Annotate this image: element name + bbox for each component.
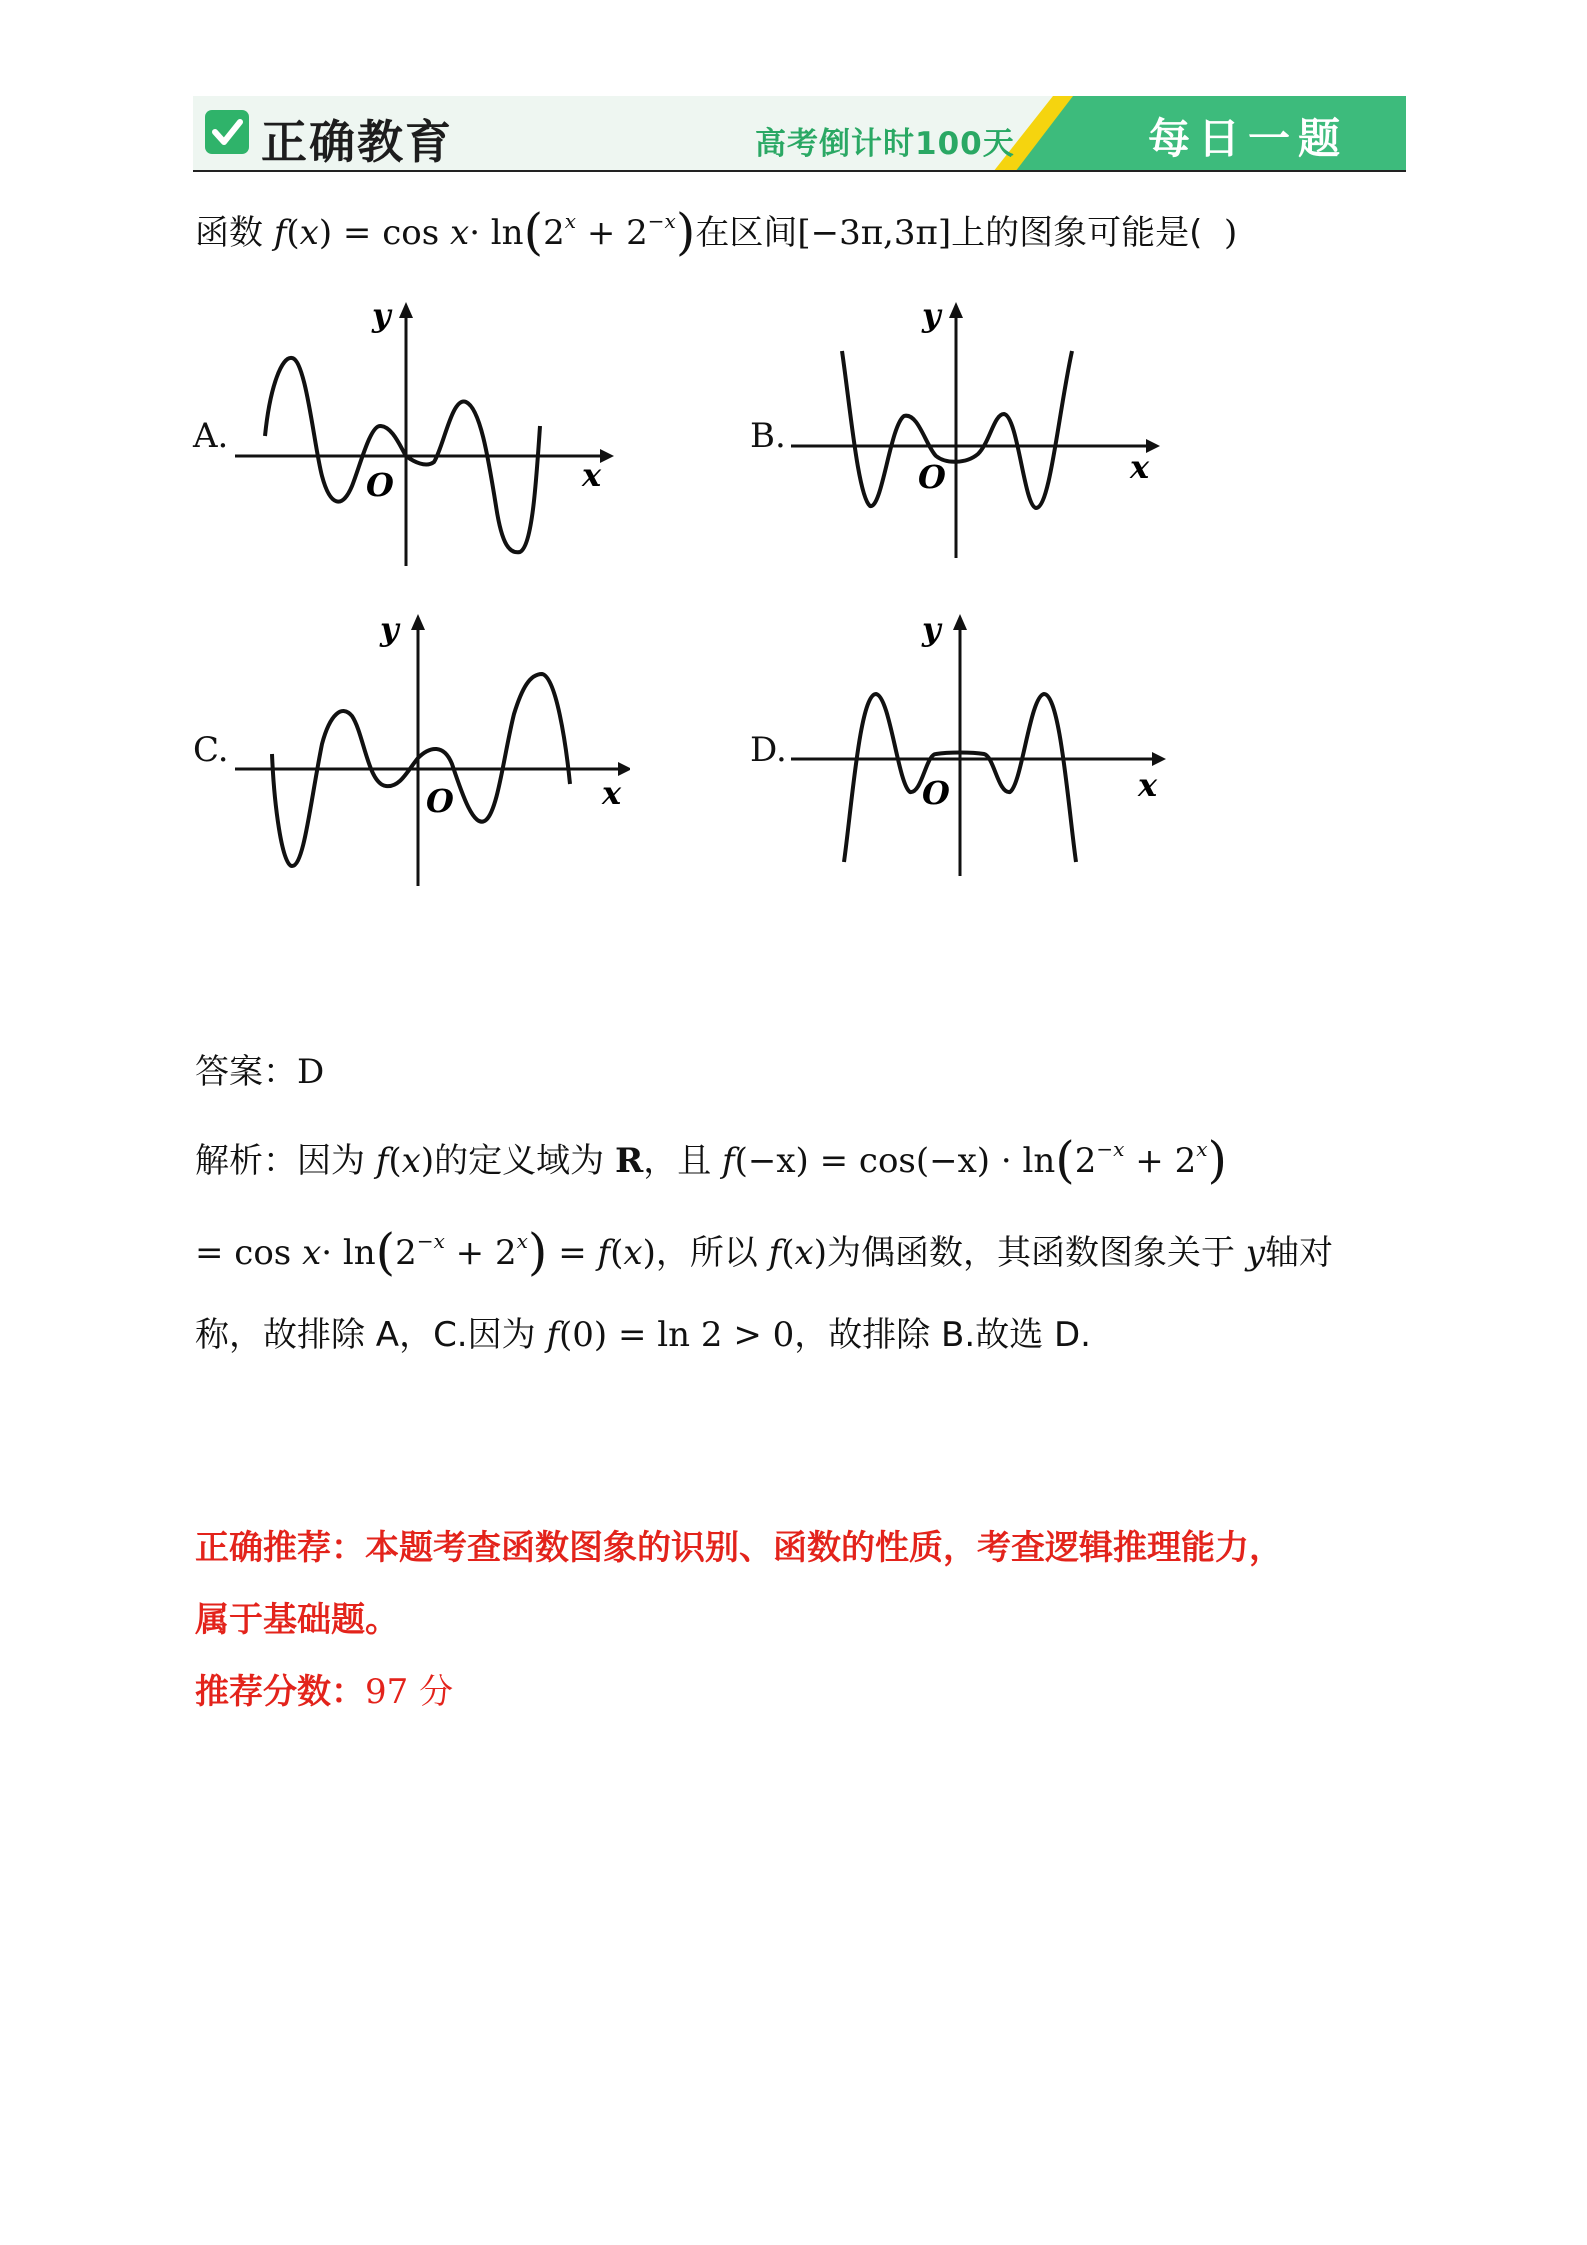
analysis-text: ，故排除 B.故选 D. [794, 1315, 1091, 1355]
analysis-text: 轴对 [1264, 1233, 1333, 1273]
math-eq: = cos(−x) · ln [808, 1141, 1056, 1181]
x-axis-label: x [602, 774, 622, 812]
question-two: 2 [543, 213, 565, 253]
analysis-text: 称，故排除 A，C.因为 [195, 1315, 536, 1355]
math-f: f [375, 1141, 389, 1181]
x-axis-arrow-icon [1152, 752, 1166, 766]
analysis-text: ，所以 [655, 1233, 758, 1273]
x-axis-label: x [1138, 766, 1158, 804]
question-eq: ) = cos [318, 213, 440, 253]
daily-question-title: 每日一题 [1148, 114, 1349, 163]
math-f0: (0) = ln 2 > 0 [559, 1315, 795, 1355]
question-f: f [273, 213, 287, 253]
answer-label: 答案： [195, 1052, 297, 1092]
question-exp2: −x [647, 209, 676, 233]
math-R: R [614, 1141, 644, 1181]
question-x: x [299, 213, 319, 253]
origin-label: O [922, 774, 950, 812]
x-axis-arrow-icon [600, 449, 614, 463]
origin-label: O [918, 458, 946, 496]
math-f: f [546, 1315, 560, 1355]
option-b-graph [786, 296, 1186, 576]
y-axis-label: y [380, 610, 399, 648]
option-d-graph [786, 604, 1186, 894]
analysis-text: 的定义域为 [434, 1141, 605, 1181]
x-axis-label: x [582, 456, 602, 494]
math-neg-x: (−x) [734, 1141, 809, 1181]
analysis-line-1: 解析：因为 f(x)的定义域为 R，且 $f(-x) = \cos(-x) \cdot \ln(2^{-x} + 2^x)$ [195, 1131, 1228, 1189]
y-axis-label: y [922, 296, 941, 334]
analysis-text: ，且 [643, 1141, 712, 1181]
countdown-text: 高考倒计时100天 [755, 126, 1015, 162]
y-axis-arrow-icon [411, 614, 425, 630]
score-label: 推荐分数： [195, 1672, 365, 1712]
option-c-graph [230, 604, 630, 894]
y-axis-label: y [922, 610, 941, 648]
option-c-label: C. [193, 730, 229, 770]
question-plus: + 2 [576, 213, 648, 253]
analysis-line-3 [195, 1315, 1091, 1356]
math-ln: · ln [321, 1233, 376, 1273]
check-logo-icon [205, 110, 249, 154]
analysis-text: 为偶函数，其函数图象关于 [826, 1233, 1235, 1273]
header-divider [193, 170, 1406, 172]
y-axis-arrow-icon [949, 302, 963, 318]
y-axis-arrow-icon [953, 614, 967, 630]
question-close: ) [1224, 213, 1238, 253]
y-axis-label: y [372, 296, 391, 334]
option-b-label: B. [750, 416, 786, 456]
analysis-line-2: = $\cos x\cdot \ln(2^{-x} + 2^x) = f(x)$，所以 f(x)为偶函数，其函数图象关于 y轴对 [195, 1223, 1333, 1281]
math-eq: = cos [195, 1233, 292, 1273]
question-suffix: 上的图象可能是( [951, 213, 1203, 253]
question-prefix: 函数 [195, 213, 263, 253]
math-x: x [401, 1141, 421, 1181]
recommend-line-2: 属于基础题。 [195, 1600, 399, 1640]
answer-value: D [297, 1052, 325, 1092]
header-banner [193, 96, 1406, 172]
math-y: y [1245, 1233, 1265, 1273]
y-axis-arrow-icon [399, 302, 413, 318]
question-text: 函数 $f(x) = \cos x\cdot \ln(2^x + 2^{-x})$在区间[−3π,3π]上的图象可能是( ) [195, 203, 1238, 261]
option-a-label: A. [193, 416, 229, 456]
question-interval: [−3π,3π] [797, 213, 952, 253]
option-a-graph [230, 296, 630, 576]
brand-name: 正确教育 [261, 115, 453, 169]
origin-label: O [426, 782, 454, 820]
recommend-score [195, 1672, 453, 1713]
question-ln: · ln [469, 213, 524, 253]
math-eq: = [547, 1233, 598, 1273]
analysis-text: 解析：因为 [195, 1141, 365, 1181]
option-d-label: D. [750, 730, 787, 770]
question-exp1: x [564, 209, 577, 233]
score-value: 97 分 [365, 1672, 454, 1712]
recommend-line-1: 正确推荐：本题考查函数图象的识别、函数的性质，考查逻辑推理能力， [195, 1528, 1283, 1568]
origin-label: O [366, 466, 394, 504]
answer-line [195, 1052, 324, 1093]
x-axis-label: x [1130, 448, 1150, 486]
question-mid: 在区间 [695, 213, 798, 253]
